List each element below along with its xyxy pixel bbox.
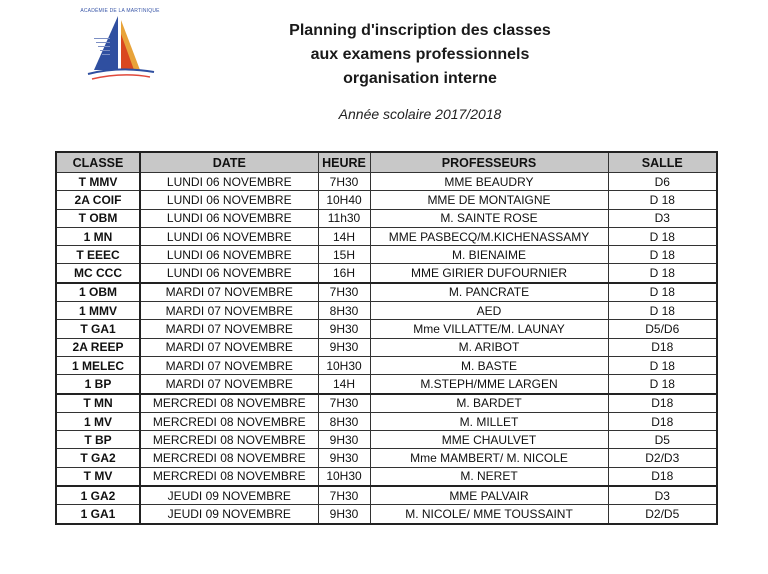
cell-classe: 1 MMV (56, 302, 140, 320)
cell-date: MARDI 07 NOVEMBRE (140, 356, 318, 374)
cell-date: MERCREDI 08 NOVEMBRE (140, 431, 318, 449)
column-header-heure: HEURE (318, 152, 370, 173)
table-row (56, 246, 717, 264)
cell-date: MERCREDI 08 NOVEMBRE (140, 449, 318, 467)
cell-professeurs: M. NICOLE/ MME TOUSSAINT (370, 505, 608, 524)
cell-date: MERCREDI 08 NOVEMBRE (140, 412, 318, 430)
table-row (56, 467, 717, 486)
cell-professeurs: AED (370, 302, 608, 320)
cell-salle: D 18 (608, 227, 717, 245)
cell-date: LUNDI 06 NOVEMBRE (140, 227, 318, 245)
cell-professeurs: M. BASTE (370, 356, 608, 374)
cell-salle: D 18 (608, 356, 717, 374)
cell-date: LUNDI 06 NOVEMBRE (140, 209, 318, 227)
table-row (56, 302, 717, 320)
cell-heure: 10H30 (318, 356, 370, 374)
cell-heure: 14H (318, 375, 370, 394)
cell-classe: 2A REEP (56, 338, 140, 356)
cell-salle: D3 (608, 209, 717, 227)
cell-salle: D 18 (608, 264, 717, 283)
cell-salle: D18 (608, 338, 717, 356)
cell-classe: T EEEC (56, 246, 140, 264)
cell-salle: D18 (608, 412, 717, 430)
title-line-1: Planning d'inscription des classes (289, 22, 551, 39)
cell-professeurs: MME CHAULVET (370, 431, 608, 449)
table-row (56, 283, 717, 302)
academy-logo (80, 8, 160, 86)
cell-classe: 1 OBM (56, 283, 140, 302)
cell-heure: 8H30 (318, 302, 370, 320)
cell-heure: 14H (318, 227, 370, 245)
cell-professeurs: M. NERET (370, 467, 608, 486)
cell-salle: D 18 (608, 246, 717, 264)
cell-classe: 1 MELEC (56, 356, 140, 374)
cell-classe: T MV (56, 467, 140, 486)
cell-heure: 7H30 (318, 173, 370, 191)
cell-professeurs: MME DE MONTAIGNE (370, 191, 608, 209)
cell-salle: D 18 (608, 283, 717, 302)
cell-date: LUNDI 06 NOVEMBRE (140, 191, 318, 209)
cell-date: MARDI 07 NOVEMBRE (140, 283, 318, 302)
cell-heure: 15H (318, 246, 370, 264)
cell-date: JEUDI 09 NOVEMBRE (140, 505, 318, 524)
column-header-date: DATE (140, 152, 318, 173)
table-row (56, 338, 717, 356)
cell-date: LUNDI 06 NOVEMBRE (140, 246, 318, 264)
cell-heure: 9H30 (318, 320, 370, 338)
table-row (56, 505, 717, 524)
cell-date: MERCREDI 08 NOVEMBRE (140, 467, 318, 486)
table-row (56, 375, 717, 394)
cell-date: MARDI 07 NOVEMBRE (140, 338, 318, 356)
cell-date: MERCREDI 08 NOVEMBRE (140, 394, 318, 413)
schedule-table (55, 151, 718, 525)
cell-date: LUNDI 06 NOVEMBRE (140, 264, 318, 283)
cell-heure: 9H30 (318, 449, 370, 467)
cell-classe: T OBM (56, 209, 140, 227)
table-row (56, 320, 717, 338)
cell-classe: 1 MV (56, 412, 140, 430)
table-row (56, 227, 717, 245)
cell-heure: 9H30 (318, 505, 370, 524)
cell-professeurs: Mme MAMBERT/ M. NICOLE (370, 449, 608, 467)
cell-salle: D6 (608, 173, 717, 191)
table-row (56, 264, 717, 283)
cell-salle: D18 (608, 394, 717, 413)
cell-date: JEUDI 09 NOVEMBRE (140, 486, 318, 505)
schedule-table-body (56, 173, 717, 524)
cell-professeurs: MME GIRIER DUFOURNIER (370, 264, 608, 283)
cell-salle: D2/D3 (608, 449, 717, 467)
cell-heure: 11h30 (318, 209, 370, 227)
cell-professeurs: M.STEPH/MME LARGEN (370, 375, 608, 394)
cell-classe: T BP (56, 431, 140, 449)
table-row (56, 173, 717, 191)
cell-professeurs: M. BARDET (370, 394, 608, 413)
cell-heure: 7H30 (318, 394, 370, 413)
cell-date: LUNDI 06 NOVEMBRE (140, 173, 318, 191)
table-row (56, 209, 717, 227)
cell-professeurs: Mme VILLATTE/M. LAUNAY (370, 320, 608, 338)
table-row (56, 412, 717, 430)
cell-heure: 9H30 (318, 338, 370, 356)
cell-professeurs: MME PALVAIR (370, 486, 608, 505)
cell-salle: D 18 (608, 191, 717, 209)
cell-classe: T GA1 (56, 320, 140, 338)
table-row (56, 449, 717, 467)
cell-professeurs: M. SAINTE ROSE (370, 209, 608, 227)
cell-salle: D3 (608, 486, 717, 505)
cell-professeurs: M. PANCRATE (370, 283, 608, 302)
cell-salle: D5 (608, 431, 717, 449)
cell-salle: D5/D6 (608, 320, 717, 338)
column-header-classe: CLASSE (56, 152, 140, 173)
title-line-3: organisation interne (343, 70, 497, 87)
cell-heure: 10H30 (318, 467, 370, 486)
cell-heure: 10H40 (318, 191, 370, 209)
cell-date: MARDI 07 NOVEMBRE (140, 302, 318, 320)
logo-text: ACADÉMIE DE LA MARTINIQUE (80, 8, 160, 14)
cell-classe: 1 BP (56, 375, 140, 394)
cell-professeurs: M. BIENAIME (370, 246, 608, 264)
cell-date: MARDI 07 NOVEMBRE (140, 375, 318, 394)
cell-heure: 7H30 (318, 486, 370, 505)
cell-salle: D 18 (608, 375, 717, 394)
cell-salle: D 18 (608, 302, 717, 320)
table-header-row (56, 152, 717, 173)
cell-classe: 1 GA2 (56, 486, 140, 505)
cell-classe: T GA2 (56, 449, 140, 467)
cell-professeurs: M. MILLET (370, 412, 608, 430)
cell-classe: T MMV (56, 173, 140, 191)
title-line-2: aux examens professionnels (310, 46, 530, 63)
sailboat-logo-icon (80, 8, 160, 86)
table-row (56, 431, 717, 449)
cell-salle: D18 (608, 467, 717, 486)
cell-classe: 1 GA1 (56, 505, 140, 524)
cell-professeurs: MME PASBECQ/M.KICHENASSAMY (370, 227, 608, 245)
cell-date: MARDI 07 NOVEMBRE (140, 320, 318, 338)
cell-heure: 7H30 (318, 283, 370, 302)
cell-heure: 9H30 (318, 431, 370, 449)
cell-professeurs: M. ARIBOT (370, 338, 608, 356)
column-header-professeurs: PROFESSEURS (370, 152, 608, 173)
table-row (56, 394, 717, 413)
cell-salle: D2/D5 (608, 505, 717, 524)
table-row (56, 356, 717, 374)
cell-heure: 8H30 (318, 412, 370, 430)
table-row (56, 191, 717, 209)
cell-classe: 1 MN (56, 227, 140, 245)
school-year-subtitle: Année scolaire 2017/2018 (338, 106, 502, 122)
cell-classe: MC CCC (56, 264, 140, 283)
cell-classe: T MN (56, 394, 140, 413)
column-header-salle: SALLE (608, 152, 717, 173)
table-row (56, 486, 717, 505)
cell-heure: 16H (318, 264, 370, 283)
cell-classe: 2A COIF (56, 191, 140, 209)
cell-professeurs: MME BEAUDRY (370, 173, 608, 191)
